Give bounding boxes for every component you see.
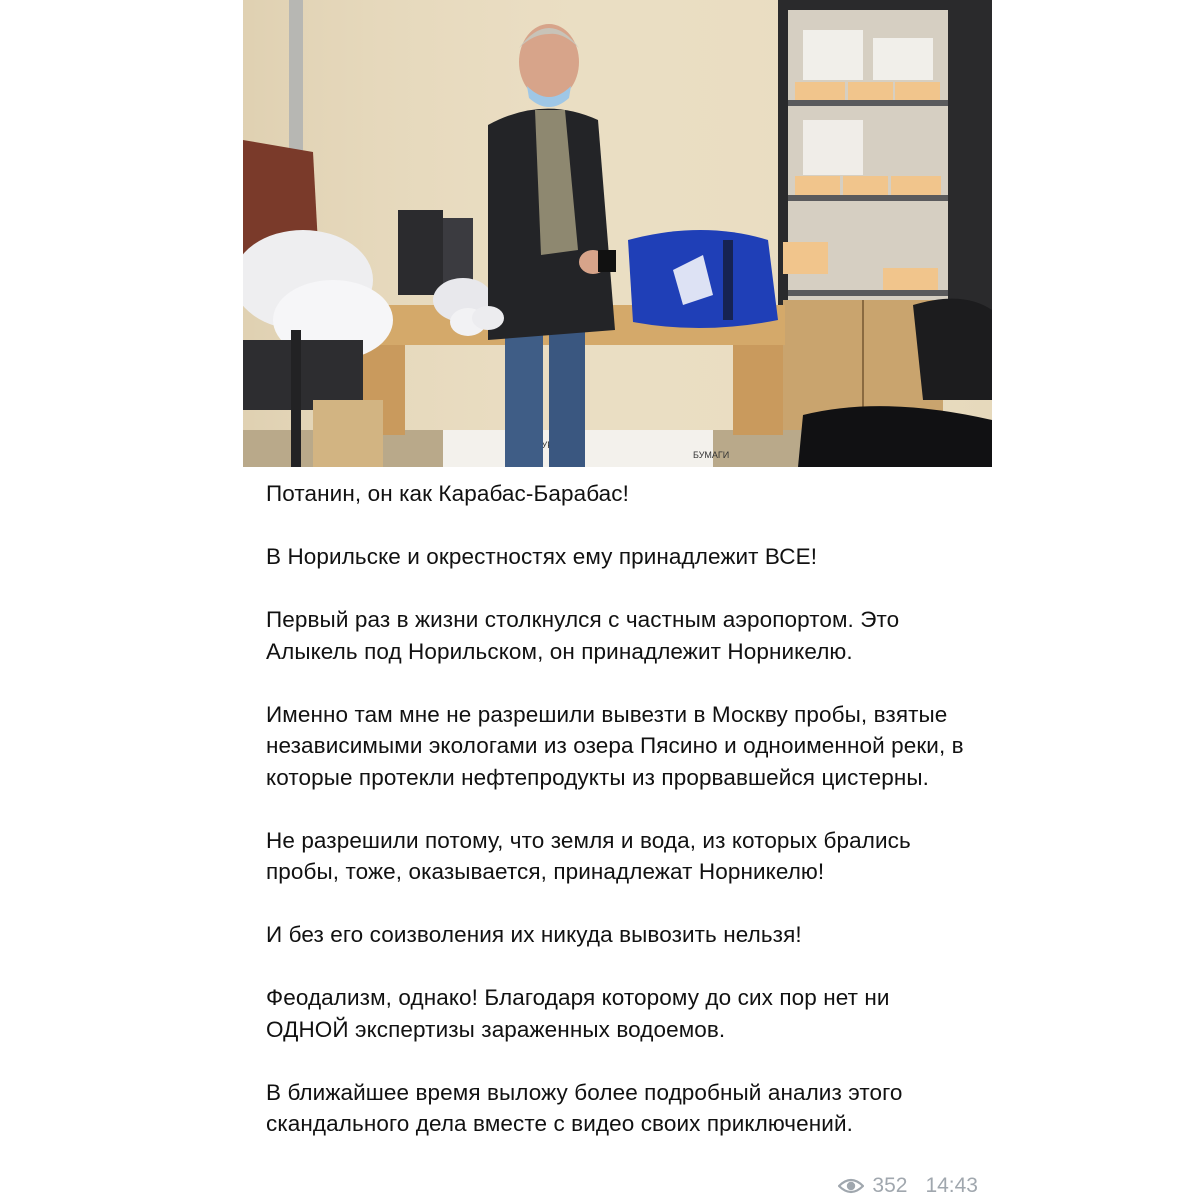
post-paragraph: Феодализм, однако! Благодаря которому до сих пор нет ни ОДНОЙ экспертизы зараженных водоемов. xyxy=(266,985,890,1042)
channel-post xyxy=(243,0,992,1200)
post-paragraph: И без его соизволения их никуда вывозить нельзя! xyxy=(266,922,802,947)
post-paragraph: В ближайшее время выложу более подробный анализ этого скандального дела вместе с видео своих приключений. xyxy=(266,1079,903,1136)
views-count: 352 xyxy=(872,1174,908,1197)
post-meta xyxy=(838,1172,978,1200)
box-label-papers: БУМАГИ xyxy=(693,450,730,460)
post-paragraph: Не разрешили потому, что земля и вода, из которых брались пробы, тоже, оказывается, принадлежат Норникелю! xyxy=(266,827,911,884)
post-time: 14:43 xyxy=(925,1174,978,1197)
post-paragraph: Потанин, он как Карабас-Барабас! xyxy=(266,481,629,506)
post-paragraph: В Норильске и окрестностях ему принадлежит ВСЕ! xyxy=(266,544,818,569)
eye-icon xyxy=(838,1177,864,1195)
photo-illustration xyxy=(243,0,992,467)
post-text xyxy=(266,478,966,1140)
post-paragraph: Первый раз в жизни столкнулся с частным аэропортом. Это Алыкель под Норильском, он принадлежит Норникелю. xyxy=(266,607,900,664)
post-paragraph: Именно там мне не разрешили вывезти в Москву пробы, взятые независимыми экологами из озера Пясино и одноименной реки, в которые протекли нефтепродукты из прорвавшейся цистерны. xyxy=(266,701,964,790)
post-photo[interactable] xyxy=(243,0,992,467)
